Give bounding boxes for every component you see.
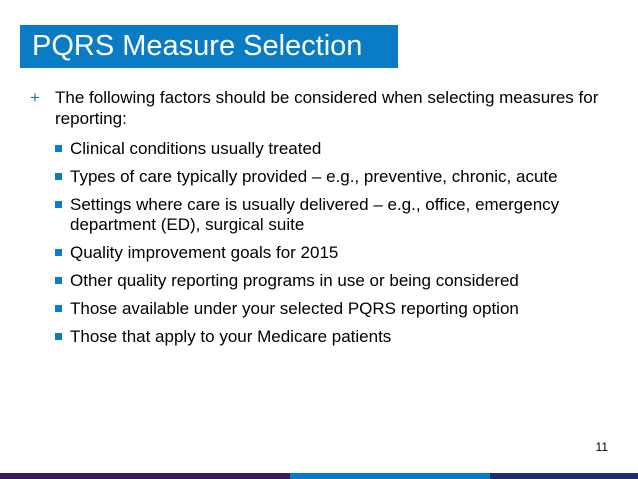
bullet-text: Those available under your selected PQRS reporting option [70, 299, 519, 318]
bullet-text: Other quality reporting programs in use or being considered [70, 271, 519, 290]
page-number: 11 [595, 440, 608, 454]
footer-segment-navy [490, 473, 638, 479]
bullet-item [30, 139, 615, 159]
square-bullet-icon [55, 249, 62, 256]
square-bullet-icon [55, 305, 62, 312]
bullet-item [30, 243, 615, 263]
slide-content [30, 87, 615, 355]
bullet-text: Those that apply to your Medicare patients [70, 327, 392, 346]
bullet-item [30, 327, 615, 347]
bullet-text: Types of care typically provided – e.g., preventive, chronic, acute [70, 167, 558, 186]
square-bullet-icon [55, 201, 62, 208]
square-bullet-icon [55, 277, 62, 284]
lead-text: The following factors should be considered when selecting measures for reporting: [55, 88, 599, 128]
bullet-item [30, 195, 615, 235]
bullet-list [30, 139, 615, 347]
title-bar [20, 25, 398, 68]
footer-segment-purple [0, 473, 290, 479]
plus-icon: + [30, 88, 40, 107]
footer-bar [0, 473, 638, 479]
bullet-item [30, 167, 615, 187]
square-bullet-icon [55, 145, 62, 152]
bullet-text: Quality improvement goals for 2015 [70, 243, 339, 262]
square-bullet-icon [55, 173, 62, 180]
slide-title: PQRS Measure Selection [32, 30, 363, 62]
bullet-text: Clinical conditions usually treated [70, 139, 322, 158]
footer-segment-blue [290, 473, 490, 479]
bullet-text: Settings where care is usually delivered – e.g., office, emergency department (ED), surgical suite [70, 195, 560, 234]
bullet-item [30, 299, 615, 319]
lead-paragraph [30, 87, 615, 129]
square-bullet-icon [55, 333, 62, 340]
bullet-item [30, 271, 615, 291]
